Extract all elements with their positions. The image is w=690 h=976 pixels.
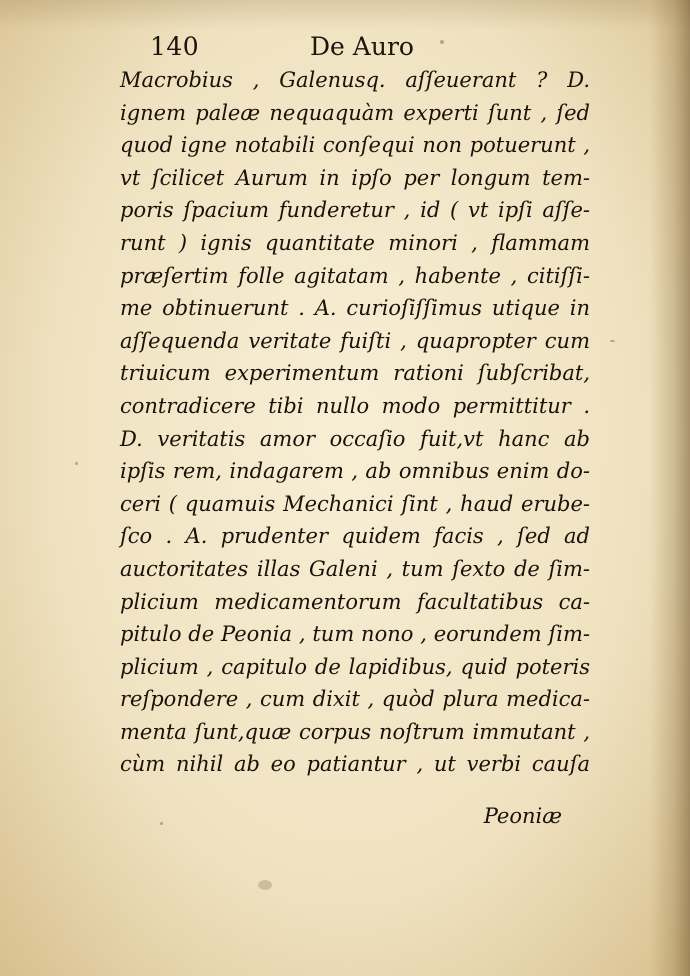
running-title: De Auro: [310, 32, 414, 61]
text-line: menta ſunt,quæ corpus noſtrum immutant ,: [120, 719, 590, 744]
text-line: quod igne notabili conſequi non potuerunt ,: [120, 133, 590, 158]
text-line: præſertim folle agitatam , habente , citiſſi-: [120, 263, 590, 288]
text-line: runt ) ignis quantitate minori , flammam: [120, 230, 590, 255]
text-line: cùm nihil ab eo patiantur , ut verbi cauſa: [120, 752, 590, 777]
page-number: 140: [150, 32, 200, 61]
text-line: ſco . A. prudenter quidem facis , ſed ad: [120, 524, 590, 549]
text-line: me obtinuerunt . A. curioſiſſimus utique in: [120, 296, 590, 321]
text-line: auctoritates illas Galeni , tum ſexto de ſim-: [120, 556, 590, 581]
paper-speck: [160, 822, 163, 825]
text-line: reſpondere , cum dixit , quòd plura medica-: [120, 687, 590, 712]
text-line: aſſequenda veritate fuiſti , quapropter cum: [120, 328, 590, 353]
text-line: vt ſcilicet Aurum in ipſo per longum tem-: [120, 165, 590, 190]
catchword-row: [120, 800, 590, 832]
text-line: poris ſpacium funderetur , id ( vt ipſi aſſe-: [120, 198, 590, 223]
paper-speck: [75, 462, 78, 465]
text-line: Macrobius , Galenusq. aſſeuerant ? D.: [120, 68, 590, 92]
paper-speck: [258, 880, 272, 890]
paper-speck: [440, 40, 444, 44]
text-line: triuicum experimentum rationi ſubſcribat,: [120, 361, 590, 386]
text-line: pitulo de Peonia , tum nono , eorundem ſim-: [120, 622, 590, 647]
text-line: plicium medicamentorum facultatibus ca-: [120, 589, 590, 614]
text-line: contradicere tibi nullo modo permittitur .: [120, 393, 590, 418]
text-line: ipſis rem, indagarem , ab omnibus enim do-: [120, 459, 590, 484]
text-line: ceri ( quamuis Mechanici ſint , haud erube-: [120, 491, 590, 516]
catchword: Peoniæ: [483, 804, 562, 828]
text-line: D. veritatis amor occaſio fuit,vt hanc ab: [120, 426, 590, 451]
text-line: plicium , capitulo de lapidibus, quid poteris: [120, 654, 590, 679]
page-header: [150, 30, 570, 64]
paper-speck: [610, 340, 615, 342]
text-line: ignem paleæ nequaquàm experti ſunt , ſed: [120, 100, 590, 125]
body-text: [120, 64, 590, 781]
